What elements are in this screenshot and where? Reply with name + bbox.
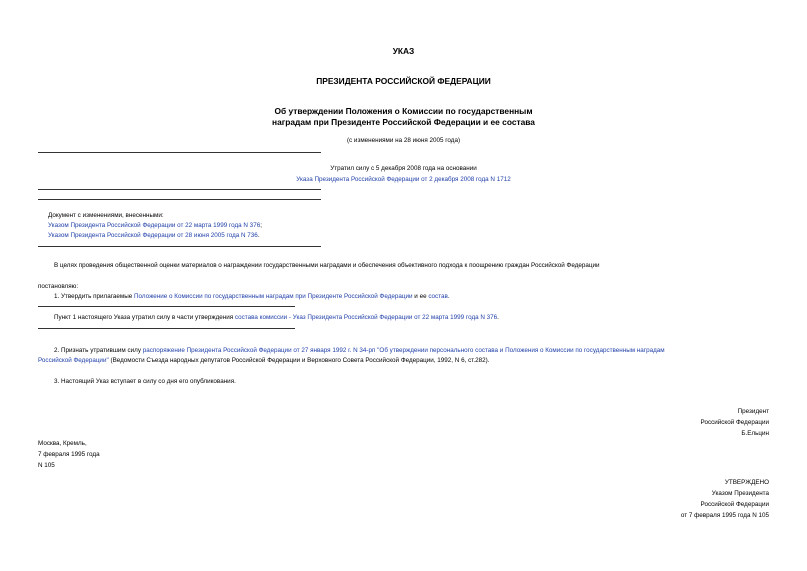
- note-end: .: [497, 314, 499, 321]
- paragraph-2-line2: [38, 357, 490, 365]
- invalid-basis-link[interactable]: Указа Президента Российской Федерации от 2 декабря 2008 года N 1712: [296, 176, 511, 183]
- document-authority: ПРЕЗИДЕНТА РОССИЙСКОЙ ФЕДЕРАЦИИ: [316, 76, 491, 86]
- changes-separator: .: [257, 232, 260, 239]
- changes-item-2: [48, 232, 260, 240]
- divider: [38, 189, 321, 190]
- approved-line-4: от 7 февраля 1995 года N 105: [680, 512, 769, 519]
- paragraph-1-note: [54, 314, 499, 322]
- paragraph-2-text: 2. Признать утратившим силу: [54, 347, 143, 354]
- revoked-order-link[interactable]: Российской Федерации": [38, 357, 109, 364]
- revoked-order-link[interactable]: распоряжение Президента Российской Федерации от 27 января 1992 г. N 34-рп "Об утверждении персонального состава и Положения о Комиссии по государственным наградам: [142, 347, 665, 354]
- paragraph-1-text: 1. Утвердить прилагаемые: [54, 293, 134, 300]
- purpose-paragraph: В целях проведения общественной оценки материалов о награждении государственными наградами и обеспечения объективного подхода к поощрению граждан Российской Федерации: [54, 262, 600, 269]
- paragraph-1-text: и ее: [412, 293, 429, 300]
- composition-link[interactable]: состав: [428, 293, 448, 300]
- amendment-note: (с изменениями на 28 июня 2005 года): [346, 137, 461, 144]
- divider: [38, 306, 295, 307]
- decree-word: постановляю:: [38, 283, 79, 290]
- decree-number: N 105: [38, 462, 55, 469]
- approved-line-3: Российской Федерации: [700, 501, 769, 508]
- document-subject-line2: наградам при Президенте Российской Федерации и ее состава: [272, 117, 535, 127]
- document-title: УКАЗ: [392, 46, 415, 56]
- paragraph-2-line1: [54, 347, 665, 355]
- paragraph-3: 3. Настоящий Указ вступает в силу со дня его опубликования.: [54, 378, 236, 385]
- paragraph-1-end: .: [447, 293, 450, 300]
- note-link[interactable]: состава комиссии - Указ Президента Российской Федерации от 22 марта 1999 года N 376: [234, 314, 498, 321]
- divider: [38, 328, 295, 329]
- changes-separator: ;: [260, 222, 262, 229]
- divider: [38, 199, 321, 200]
- note-text: Пункт 1 настоящего Указа утратил силу в части утверждения: [54, 314, 235, 321]
- date: 7 февраля 1995 года: [38, 451, 100, 458]
- signature-title: Президент: [737, 408, 769, 415]
- paragraph-1: [54, 293, 450, 301]
- divider: [38, 152, 321, 153]
- signature-title-2: Российской Федерации: [700, 419, 769, 426]
- signature-name: Б.Ельцин: [741, 430, 769, 437]
- approved-heading: УТВЕРЖДЕНО: [724, 479, 769, 486]
- divider: [38, 246, 321, 247]
- regulation-link[interactable]: Положение о Комиссии по государственным наградам при Президенте Российской Федерации: [134, 293, 413, 300]
- changes-item-1: [48, 222, 262, 230]
- invalid-notice: Утратил силу с 5 декабря 2008 года на основании: [330, 165, 477, 172]
- document-subject-line1: Об утверждении Положения о Комиссии по государственным: [274, 106, 533, 116]
- changes-intro: Документ с изменениями, внесенными:: [48, 212, 164, 219]
- change-link-2005[interactable]: Указом Президента Российской Федерации от 28 июня 2005 года N 736: [48, 232, 258, 239]
- place: Москва, Кремль,: [38, 440, 87, 447]
- change-link-1999[interactable]: Указом Президента Российской Федерации от 22 марта 1999 года N 376: [48, 222, 261, 229]
- paragraph-2-text: (Ведомости Съезда народных депутатов Российской Федерации и Верховного Совета Российской Федерации, 1992, N 6, ст.282).: [108, 357, 490, 364]
- approved-line-2: Указом Президента: [711, 490, 769, 497]
